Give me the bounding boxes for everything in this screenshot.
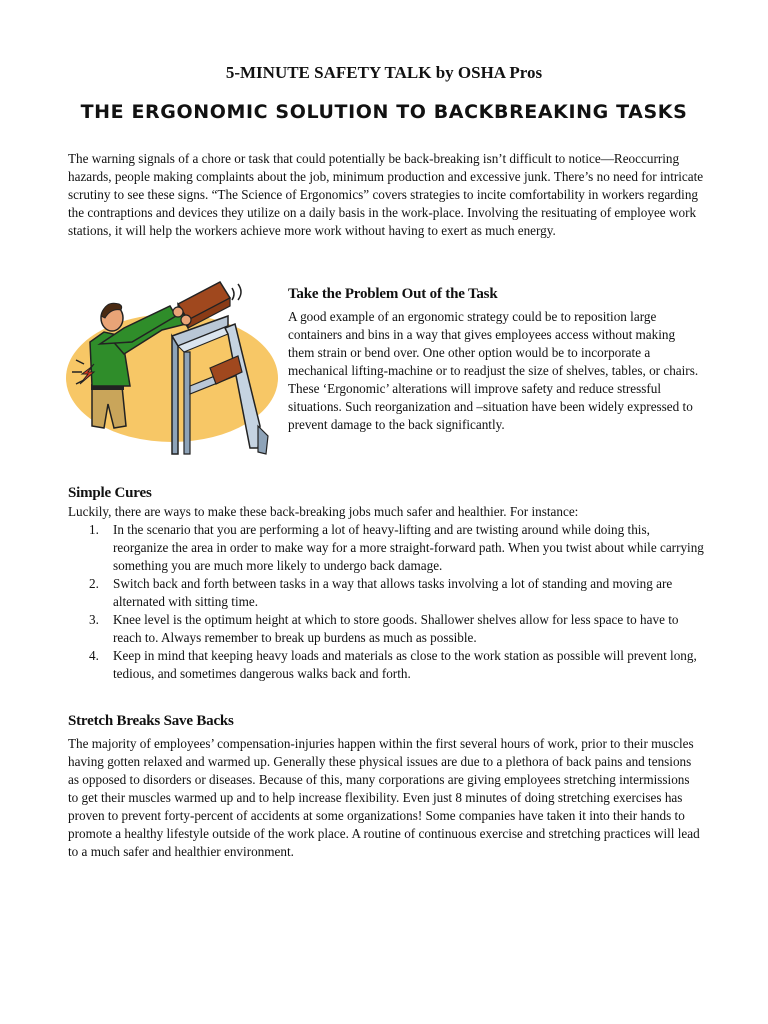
worker-lifting-box-clipart <box>60 276 280 456</box>
stretch-heading: Stretch Breaks Save Backs <box>68 713 234 729</box>
cures-heading: Simple Cures <box>68 485 152 501</box>
list-number: 4. <box>89 648 99 663</box>
list-number: 1. <box>89 522 99 537</box>
safety-talk-title: 5-MINUTE SAFETY TALK by OSHA Pros <box>225 63 543 82</box>
list-text: Keep in mind that keeping heavy loads and materials as close to the work station as possible will prevent long, tedious, and sometimes dangerous walks back and forth. <box>113 648 697 681</box>
list-number: 2. <box>89 576 99 591</box>
cures-intro: Luckily, there are ways to make these back-breaking jobs much safer and healthier. For instance: <box>68 504 579 519</box>
list-text: In the scenario that you are performing a lot of heavy-lifting and are twisting around while doing this, reorganize the area in order to make way for a more straight-forward path. When you twist about while carrying something you are much more likely to undergo back damage. <box>113 522 704 573</box>
list-text: Knee level is the optimum height at which to store goods. Shallower shelves allow for less space to have to reach to. Always remember to break up burdens as much as possible. <box>113 612 679 645</box>
page-title: THE ERGONOMIC SOLUTION TO BACKBREAKING TASKS <box>80 101 688 123</box>
list-item <box>68 521 704 575</box>
intro-paragraph: The warning signals of a chore or task that could potentially be back-breaking isn’t difficult to notice—Reoccurring hazards, people making complaints about the job, minimum production and excessive junk. There’s no need for intricate scrutiny to see these signs. “The Science of Ergonomics” covers strategies to incite comfortability in workers regarding the contraptions and devices they utilize on a daily basis in the work-place. Involving the resituating of employee work stations, it will help the workers achieve more work without having to exert as much energy. <box>68 151 704 238</box>
list-text: Switch back and forth between tasks in a way that allows tasks involving a lot of standing and moving are alternated with sitting time. <box>113 576 673 609</box>
list-number: 3. <box>89 612 99 627</box>
problem-paragraph: A good example of an ergonomic strategy could be to reposition large containers and bins in a way that gives employees access without making them strain or bend over. One other option would be to incorporate a mechanical lifting-machine or to readjust the size of shelves, tables, or chairs. These ‘Ergonomic’ alterations will improve safety and reduce stressful situations. Such reorganization and –situation have been widely expressed to prevent damage to the back significantly. <box>288 309 699 432</box>
list-item <box>68 611 704 647</box>
stretch-paragraph: The majority of employees’ compensation-injuries happen within the first several hours of work, prior to their muscles having gotten relaxed and warmed up. Generally these physical issues are due to a plethora of back pains and tensions as opposed to disorders or diseases. Because of this, many corporations are giving employees stretching intermissions to get their muscles warmed up and to help increase flexibility. Even just 8 minutes of doing stretching exercises has proven to prevent forty-percent of accidents at some organizations! Some companies have taken it into their hands to promote a healthy lifestyle outside of the work place. A routine of continuous exercise and stretching practices will lead to a much safer and healthier environment. <box>68 736 700 859</box>
list-item <box>68 575 704 611</box>
problem-heading: Take the Problem Out of the Task <box>288 286 498 302</box>
list-item <box>68 647 704 683</box>
cures-list <box>68 521 704 683</box>
